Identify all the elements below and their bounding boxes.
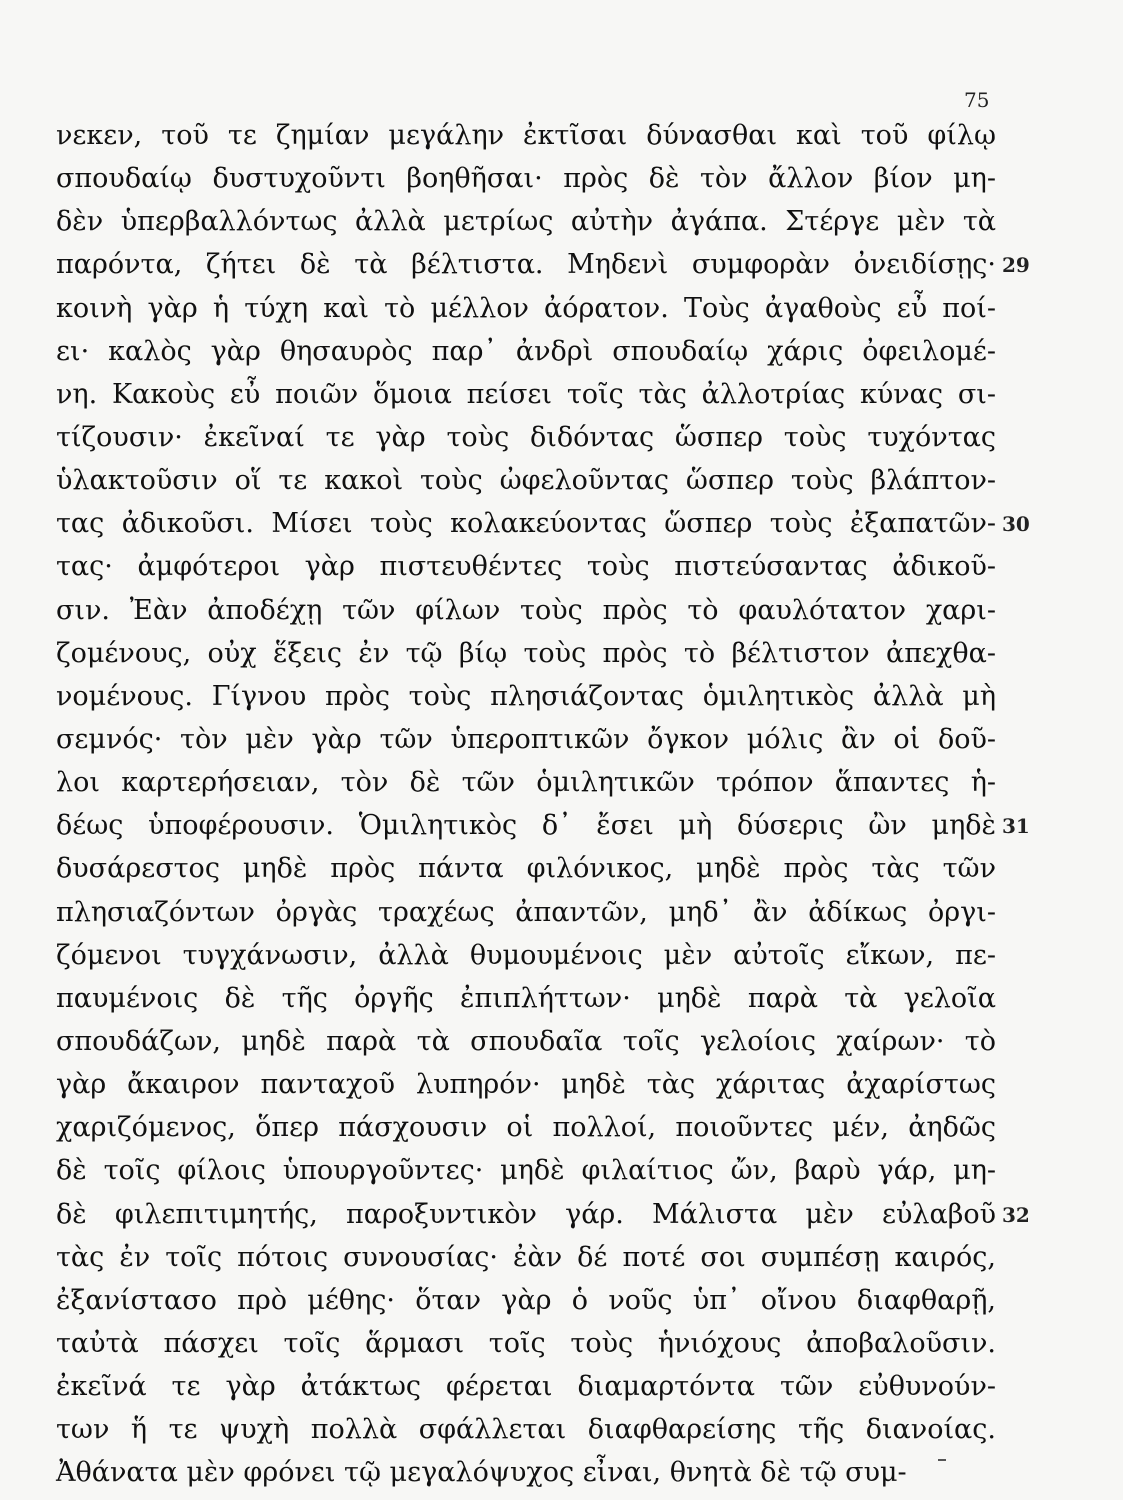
- text-line: κοινὴ γὰρ ἡ τύχη καὶ τὸ μέλλον ἀόρατον. Τοὺς ἀγαθοὺς εὖ ποί-: [56, 292, 996, 324]
- section-number: 31: [1002, 814, 1030, 839]
- text-line: χαριζόμενος, ὅπερ πάσχουσιν οἱ πολλοί, ποιοῦντες μέν, ἀηδῶς: [56, 1112, 996, 1144]
- text-line: σεμνός· τὸν μὲν γὰρ τῶν ὑπεροπτικῶν ὄγκον μόλις ἂν οἱ δοῦ-: [56, 723, 996, 755]
- section-number: 30: [1002, 512, 1030, 537]
- text-line: νη. Κακοὺς εὖ ποιῶν ὅμοια πείσει τοῖς τὰς ἀλλοτρίας κύνας σι-: [56, 378, 996, 410]
- text-line: νομένους. Γίγνου πρὸς τοὺς πλησιάζοντας ὁμιλητικὸς ἀλλὰ μὴ: [56, 680, 996, 712]
- text-line: τίζουσιν· ἐκεῖναί τε γὰρ τοὺς διδόντας ὥσπερ τοὺς τυχόντας: [56, 421, 996, 453]
- text-line: ἐκεῖνά τε γὰρ ἀτάκτως φέρεται διαμαρτόντα τῶν εὐθυνούν-: [56, 1371, 996, 1403]
- text-line: ζομένους, οὐχ ἕξεις ἐν τῷ βίῳ τοὺς πρὸς τὸ βέλτιστον ἀπεχθα-: [56, 637, 996, 669]
- text-line: νεκεν, τοῦ τε ζημίαν μεγάλην ἐκτῖσαι δύνασθαι καὶ τοῦ φίλῳ: [56, 120, 996, 151]
- text-line: γὰρ ἄκαιρον πανταχοῦ λυπηρόν· μηδὲ τὰς χάριτας ἀχαρίστως: [56, 1069, 996, 1101]
- text-line: παρόντα, ζήτει δὲ τὰ βέλτιστα. Μηδενὶ συμφορὰν ὀνειδίσῃς·: [56, 249, 996, 281]
- text-line: τὰς ἐν τοῖς πότοις συνουσίας· ἐὰν δέ ποτέ σοι συμπέσῃ καιρός,: [56, 1241, 996, 1273]
- page-number: 75: [964, 88, 990, 112]
- text-line: δέως ὑποφέρουσιν. Ὁμιλητικὸς δ᾿ ἔσει μὴ δύσερις ὢν μηδὲ: [56, 810, 996, 842]
- section-number: 32: [1002, 1202, 1030, 1227]
- text-line: ει· καλὸς γὰρ θησαυρὸς παρ᾿ ἀνδρὶ σπουδαίῳ χάρις ὀφειλομέ-: [56, 335, 996, 367]
- text-line: ζόμενοι τυγχάνωσιν, ἀλλὰ θυμουμένοις μὲν αὐτοῖς εἴκων, πε-: [56, 939, 996, 971]
- text-line: λοι καρτερήσειαν, τὸν δὲ τῶν ὁμιλητικῶν τρόπον ἅπαντες ἡ-: [56, 767, 996, 799]
- text-line: σιν. Ἐὰν ἀποδέχῃ τῶν φίλων τοὺς πρὸς τὸ φαυλότατον χαρι-: [56, 594, 996, 626]
- text-line: πλησιαζόντων ὀργὰς τραχέως ἀπαντῶν, μηδ᾿ ἂν ἀδίκως ὀργι-: [56, 896, 996, 928]
- text-line: δὲ τοῖς φίλοις ὑπουργοῦντες· μηδὲ φιλαίτιος ὤν, βαρὺ γάρ, μη-: [56, 1155, 996, 1187]
- text-line: τας ἀδικοῦσι. Μίσει τοὺς κολακεύοντας ὥσπερ τοὺς ἐξαπατῶν-: [56, 508, 996, 540]
- text-line: δυσάρεστος μηδὲ πρὸς πάντα φιλόνικος, μηδὲ πρὸς τὰς τῶν: [56, 853, 996, 885]
- text-line: τας· ἀμφότεροι γὰρ πιστευθέντες τοὺς πιστεύσαντας ἀδικοῦ-: [56, 551, 996, 583]
- text-line: ἐξανίστασο πρὸ μέθης· ὅταν γὰρ ὁ νοῦς ὑπ᾿ οἴνου διαφθαρῇ,: [56, 1284, 996, 1316]
- text-line: των ἥ τε ψυχὴ πολλὰ σφάλλεται διαφθαρείσης τῆς διανοίας.: [56, 1414, 996, 1446]
- text-line: παυμένοις δὲ τῆς ὀργῆς ἐπιπλήττων· μηδὲ παρὰ τὰ γελοῖα: [56, 982, 996, 1014]
- text-line: δὲ φιλεπιτιμητής, παροξυντικὸν γάρ. Μάλιστα μὲν εὐλαβοῦ: [56, 1198, 996, 1230]
- text-line: δὲν ὑπερβαλλόντως ἀλλὰ μετρίως αὐτὴν ἀγάπα. Στέργε μὲν τὰ: [56, 206, 996, 238]
- text-line: σπουδάζων, μηδὲ παρὰ τὰ σπουδαῖα τοῖς γελοίοις χαίρων· τὸ: [56, 1025, 996, 1057]
- text-line: Ἀθάνατα μὲν φρόνει τῷ μεγαλόψυχος εἶναι, θνητὰ δὲ τῷ συμ-: [56, 1457, 907, 1489]
- text-line: ταὐτὰ πάσχει τοῖς ἅρμασι τοῖς τοὺς ἡνιόχους ἀποβαλοῦσιν.: [56, 1327, 996, 1359]
- text-line: ὑλακτοῦσιν οἵ τε κακοὶ τοὺς ὠφελοῦντας ὥσπερ τοὺς βλάπτον-: [56, 465, 996, 497]
- ink-speck: [938, 1459, 946, 1461]
- text-line: σπουδαίῳ δυστυχοῦντι βοηθῆσαι· πρὸς δὲ τὸν ἄλλον βίον μη-: [56, 163, 996, 195]
- body-text: [56, 114, 996, 1495]
- section-number: 29: [1002, 253, 1030, 278]
